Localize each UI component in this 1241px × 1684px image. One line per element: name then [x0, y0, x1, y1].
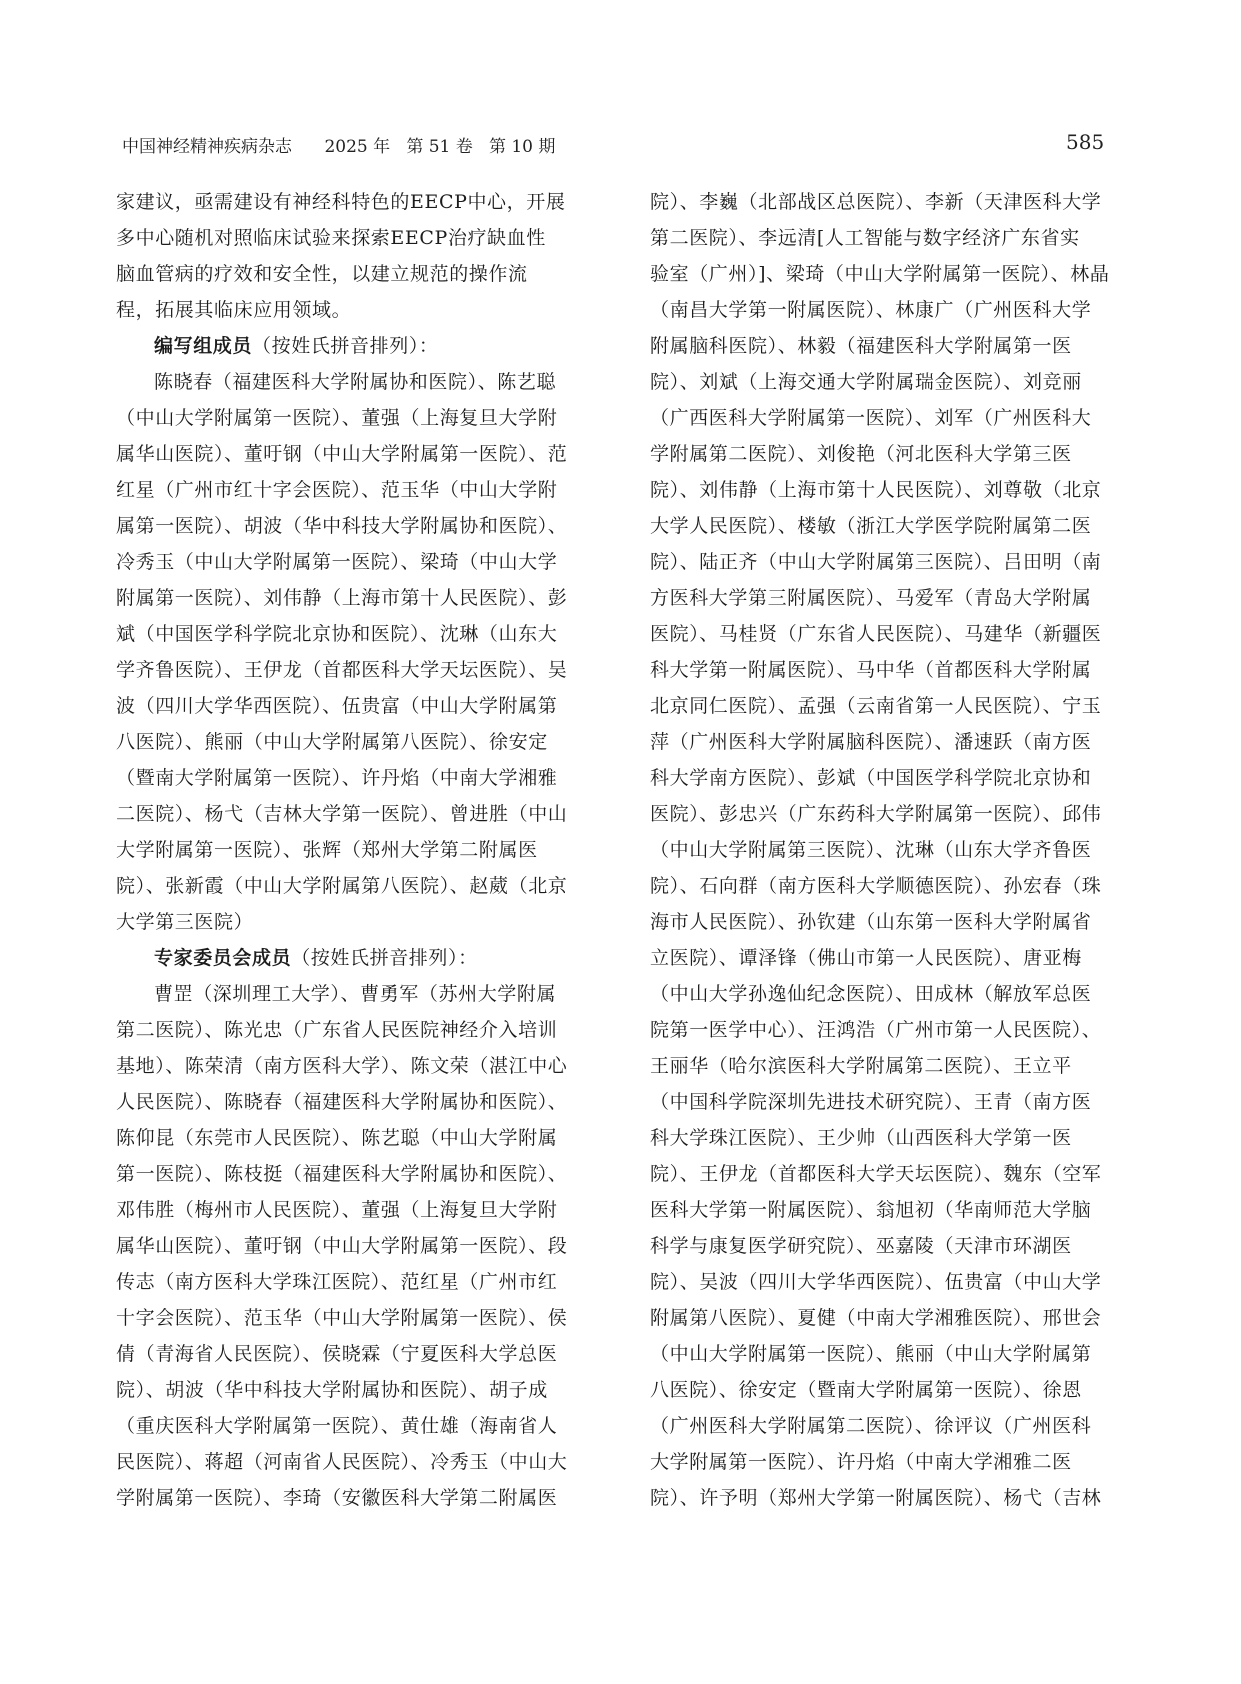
text-line: 学附属第一医院）、李琦（安徽医科大学第二附属医: [116, 1487, 558, 1509]
text-line: 倩（青海省人民医院）、侯晓霖（宁夏医科大学总医: [116, 1343, 558, 1365]
text-line: 陈晓春（福建医科大学附属协和医院）、陈艺聪: [154, 371, 557, 393]
text-line: （南昌大学第一附属医院）、林康广（广州医科大学: [650, 299, 1092, 321]
text-line: 基地）、陈荣清（南方医科大学）、陈文荣（湛江中心: [116, 1055, 568, 1077]
section-heading: [116, 328, 586, 364]
section-heading-note: （按姓氏拼音排列）：: [291, 947, 478, 969]
text-line: 北京同仁医院）、孟强（云南省第一人民医院）、宁玉: [650, 695, 1102, 717]
text-line: 邓伟胜（梅州市人民医院）、董强（上海复旦大学附: [116, 1199, 558, 1221]
text-line: 院）、刘伟静（上海市第十人民医院）、刘尊敬（北京: [650, 479, 1102, 501]
text-line: 家建议，亟需建设有神经科特色的EECP中心，开展: [116, 191, 566, 213]
text-line: （暨南大学附属第一医院）、许丹焰（中南大学湘雅: [116, 767, 558, 789]
text-line: 科大学南方医院）、彭斌（中国医学科学院北京协和: [650, 767, 1092, 789]
section-heading: [116, 940, 586, 976]
text-line: 陈仰昆（东莞市人民医院）、陈艺聪（中山大学附属: [116, 1127, 558, 1149]
section-heading-note: （按姓氏拼音排列）：: [252, 335, 439, 357]
text-line: 附属脑科医院）、林毅（福建医科大学附属第一医: [650, 335, 1072, 357]
text-line: （重庆医科大学附属第一医院）、黄仕雄（海南省人: [116, 1415, 558, 1437]
text-line: （中山大学孙逸仙纪念医院）、田成林（解放军总医: [650, 983, 1092, 1005]
text-line: （广州医科大学附属第二医院）、徐评议（广州医科: [650, 1415, 1092, 1437]
text-line: 附属第八医院）、夏健（中南大学湘雅医院）、邢世会: [650, 1307, 1102, 1329]
text-line: 附属第一医院）、刘伟静（上海市第十人民医院）、彭: [116, 587, 568, 609]
text-line: 多中心随机对照临床试验来探索EECP治疗缺血性: [116, 227, 546, 249]
text-line: 院）、李巍（北部战区总医院）、李新（天津医科大学: [650, 191, 1102, 213]
journal-title: 中国神经精神疾病杂志: [122, 137, 292, 157]
text-line: 院）、胡波（华中科技大学附属协和医院）、胡子成: [116, 1379, 548, 1401]
text-line: 海市人民医院）、孙钦建（山东第一医科大学附属省: [650, 911, 1092, 933]
text-line: （中山大学附属第三医院）、沈琳（山东大学齐鲁医: [650, 839, 1092, 861]
text-line: 第一医院）、陈枝挺（福建医科大学附属协和医院）、: [116, 1163, 568, 1185]
issue-info: 2025 年 第 51 卷 第 10 期: [324, 137, 556, 157]
text-line: 人民医院）、陈晓春（福建医科大学附属协和医院）、: [116, 1091, 568, 1113]
left-column: [116, 184, 586, 1516]
text-line: 冷秀玉（中山大学附属第一医院）、梁琦（中山大学: [116, 551, 558, 573]
text-line: 医院）、彭忠兴（广东药科大学附属第一医院）、邱伟: [650, 803, 1102, 825]
text-line: 民医院）、蒋超（河南省人民医院）、冷秀玉（中山大: [116, 1451, 568, 1473]
text-line: 八医院）、熊丽（中山大学附属第八医院）、徐安定: [116, 731, 548, 753]
text-line: （中国科学院深圳先进技术研究院）、王青（南方医: [650, 1091, 1092, 1113]
text-line: 院）、刘斌（上海交通大学附属瑞金医院）、刘竞丽: [650, 371, 1082, 393]
section-heading-title: 专家委员会成员: [154, 947, 292, 969]
text-line: 第二医院）、李远清[人工智能与数字经济广东省实: [650, 227, 1080, 249]
text-line: 科学与康复医学研究院）、巫嘉陵（天津市环湖医: [650, 1235, 1072, 1257]
text-line: 立医院）、谭泽锋（佛山市第一人民医院）、唐亚梅: [650, 947, 1082, 969]
text-line: 曹罡（深圳理工大学）、曹勇军（苏州大学附属: [154, 983, 557, 1005]
text-line: 属第一医院）、胡波（华中科技大学附属协和医院）、: [116, 515, 568, 537]
text-line: 属华山医院）、董吁钢（中山大学附属第一医院）、范: [116, 443, 568, 465]
text-line: 脑血管病的疗效和安全性，以建立规范的操作流: [116, 263, 528, 285]
text-line: 斌（中国医学科学院北京协和医院）、沈琳（山东大: [116, 623, 558, 645]
text-line: （广西医科大学附属第一医院）、刘军（广州医科大: [650, 407, 1092, 429]
text-line: 院）、王伊龙（首都医科大学天坛医院）、魏东（空军: [650, 1163, 1102, 1185]
text-line: 方医科大学第三附属医院）、马爱军（青岛大学附属: [650, 587, 1092, 609]
text-line: 验室（广州）]、梁琦（中山大学附属第一医院）、林晶: [650, 263, 1110, 285]
text-line: 萍（广州医科大学附属脑科医院）、潘速跃（南方医: [650, 731, 1092, 753]
text-line: （中山大学附属第一医院）、熊丽（中山大学附属第: [650, 1343, 1092, 1365]
text-line: 红星（广州市红十字会医院）、范玉华（中山大学附: [116, 479, 558, 501]
text-line: 大学第三医院）: [116, 911, 254, 933]
text-line: 科大学第一附属医院）、马中华（首都医科大学附属: [650, 659, 1092, 681]
text-line: 院）、张新霞（中山大学附属第八医院）、赵葳（北京: [116, 875, 568, 897]
text-line: 大学附属第一医院）、张辉（郑州大学第二附属医: [116, 839, 538, 861]
text-line: 波（四川大学华西医院）、伍贵富（中山大学附属第: [116, 695, 558, 717]
running-header: [122, 132, 555, 157]
text-line: 院）、陆正齐（中山大学附属第三医院）、吕田明（南: [650, 551, 1102, 573]
text-line: 二医院）、杨弋（吉林大学第一医院）、曾进胜（中山: [116, 803, 568, 825]
text-line: 传志（南方医科大学珠江医院）、范红星（广州市红: [116, 1271, 558, 1293]
text-line: 学附属第二医院）、刘俊艳（河北医科大学第三医: [650, 443, 1072, 465]
text-line: 八医院）、徐安定（暨南大学附属第一医院）、徐恩: [650, 1379, 1082, 1401]
text-line: 程，拓展其临床应用领域。: [116, 299, 352, 321]
right-column: [650, 184, 1120, 1516]
text-line: 大学人民医院）、楼敏（浙江大学医学院附属第二医: [650, 515, 1092, 537]
text-line: 医院）、马桂贤（广东省人民医院）、马建华（新疆医: [650, 623, 1102, 645]
text-line: 院）、石向群（南方医科大学顺德医院）、孙宏春（珠: [650, 875, 1102, 897]
text-line: 属华山医院）、董吁钢（中山大学附属第一医院）、段: [116, 1235, 568, 1257]
text-line: 医科大学第一附属医院）、翁旭初（华南师范大学脑: [650, 1199, 1092, 1221]
text-line: 第二医院）、陈光忠（广东省人民医院神经介入培训: [116, 1019, 558, 1041]
text-line: 十字会医院）、范玉华（中山大学附属第一医院）、侯: [116, 1307, 568, 1329]
text-line: 院第一医学中心）、汪鸿浩（广州市第一人民医院）、: [650, 1019, 1102, 1041]
text-line: 王丽华（哈尔滨医科大学附属第二医院）、王立平: [650, 1055, 1072, 1077]
text-line: 大学附属第一医院）、许丹焰（中南大学湘雅二医: [650, 1451, 1072, 1473]
section-heading-title: 编写组成员: [154, 335, 253, 357]
text-line: 院）、许予明（郑州大学第一附属医院）、杨弋（吉林: [650, 1487, 1102, 1509]
text-line: （中山大学附属第一医院）、董强（上海复旦大学附: [116, 407, 558, 429]
text-line: 科大学珠江医院）、王少帅（山西医科大学第一医: [650, 1127, 1072, 1149]
page-number: 585: [1066, 130, 1105, 154]
text-line: 院）、吴波（四川大学华西医院）、伍贵富（中山大学: [650, 1271, 1102, 1293]
text-line: 学齐鲁医院）、王伊龙（首都医科大学天坛医院）、吴: [116, 659, 568, 681]
